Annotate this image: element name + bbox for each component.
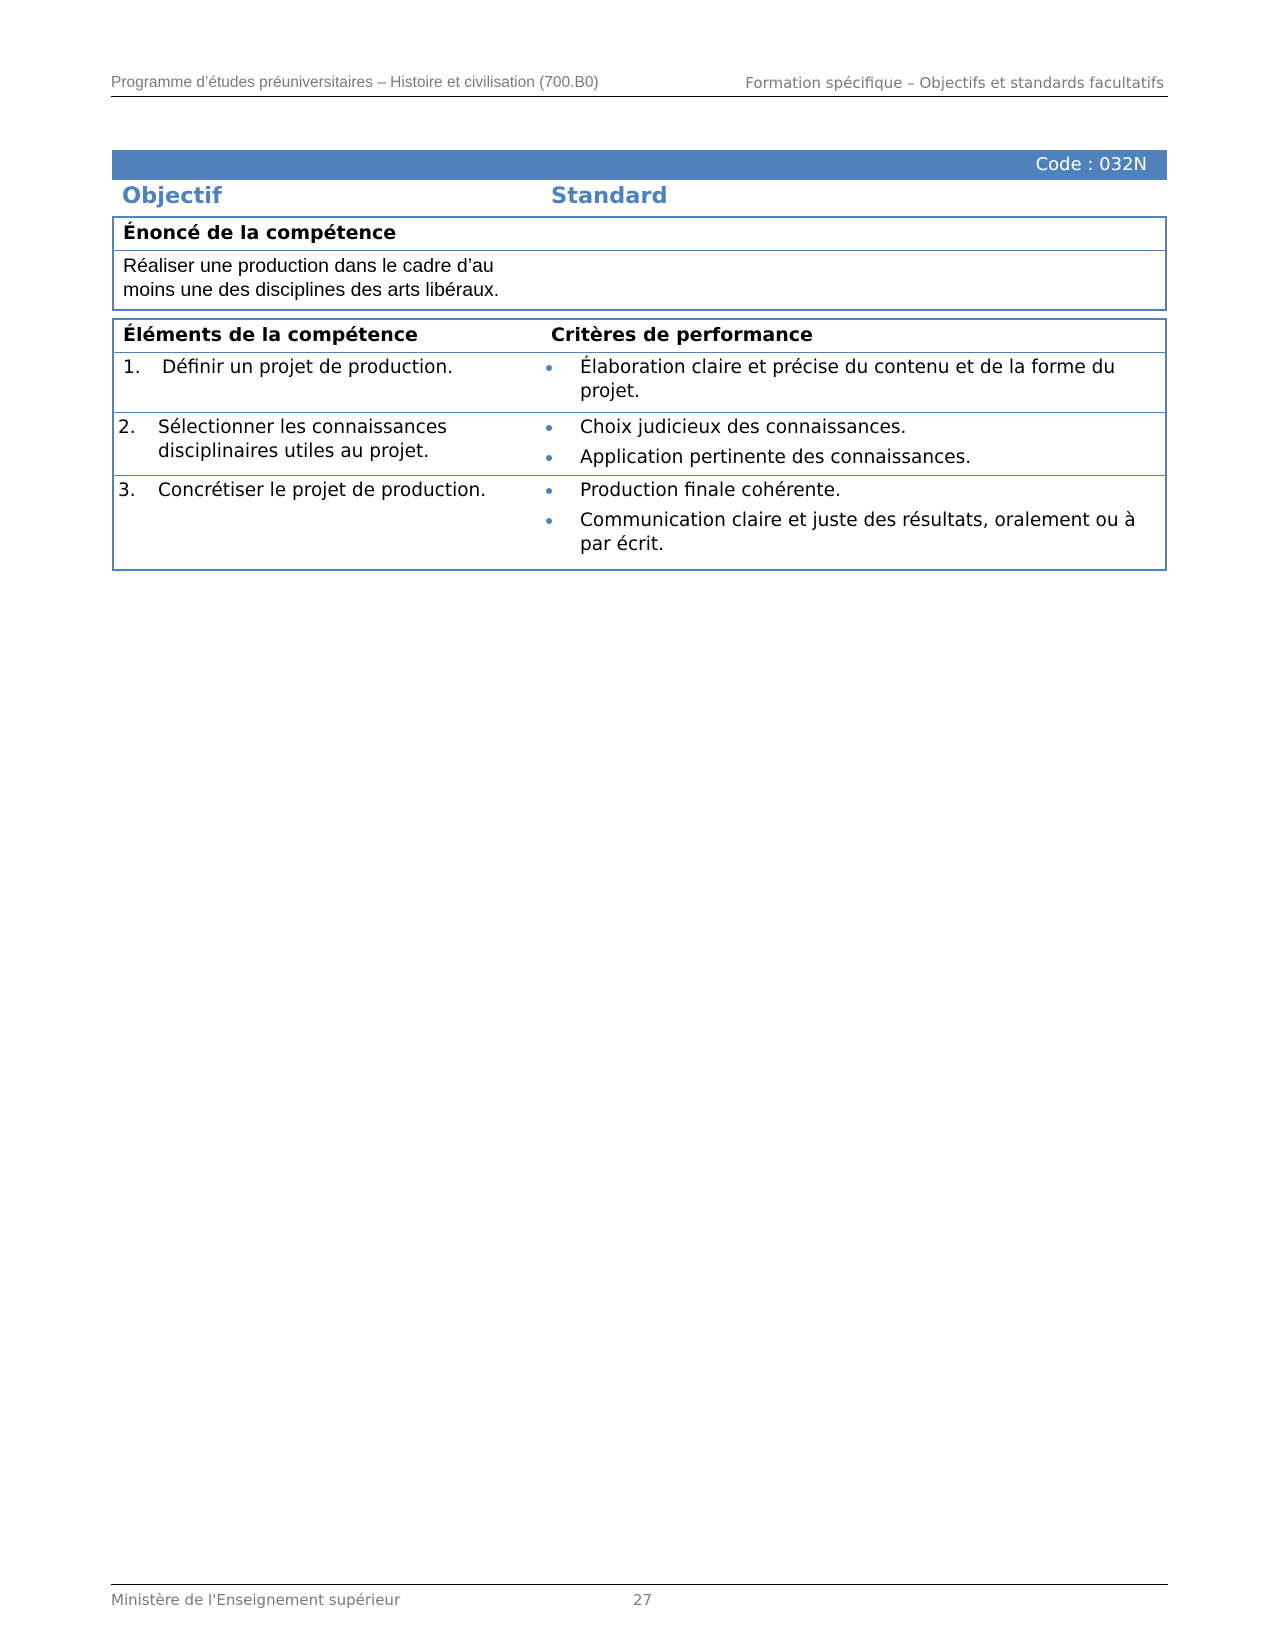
list-item (544, 479, 1154, 503)
criteria-cell (544, 479, 1154, 563)
bullet-icon (546, 488, 552, 494)
bullet-icon (546, 425, 552, 431)
divider (114, 250, 1165, 251)
code-bar (112, 150, 1167, 180)
criterion-text: Choix judicieux des connaissances. (580, 417, 907, 438)
elements-header: Éléments de la compétence (123, 324, 418, 346)
criteria-header: Critères de performance (551, 324, 813, 346)
element-number: 1. (123, 357, 141, 378)
bullet-icon (546, 365, 552, 371)
competency-statement-title: Énoncé de la compétence (123, 222, 397, 244)
divider (114, 412, 1165, 413)
criterion-text: Production finale cohérente. (580, 480, 841, 501)
criteria-cell (544, 356, 1154, 410)
bullet-icon (546, 455, 552, 461)
header-section-title: Formation spécifique – Objectifs et standards facultatifs (745, 74, 1164, 92)
page-header (111, 70, 1168, 97)
standard-heading: Standard (551, 183, 668, 209)
criterion-text: Élaboration claire et précise du contenu et de la forme du projet. (580, 357, 1116, 402)
bullet-icon (546, 518, 552, 524)
element-text: Sélectionner les connaissances disciplinaires utiles au projet. (158, 417, 447, 462)
competency-statement-box (112, 216, 1167, 311)
element-number: 2. (118, 417, 136, 438)
column-headings (112, 183, 1167, 215)
page-footer (111, 1584, 1168, 1609)
criterion-text: Communication claire et juste des résultats, oralement ou à par écrit. (580, 510, 1136, 555)
divider (114, 475, 1165, 476)
objective-heading: Objectif (122, 183, 222, 209)
criteria-cell (544, 416, 1154, 476)
competency-code: Code : 032N (1035, 154, 1147, 175)
element-text: Concrétiser le projet de production. (158, 480, 487, 501)
list-item (544, 356, 1154, 404)
criterion-text: Application pertinente des connaissances. (580, 447, 972, 468)
competency-table (112, 318, 1167, 571)
list-item (544, 416, 1154, 440)
header-program-title: Programme d’études préuniversitaires – Histoire et civilisation (700.B0) (111, 74, 599, 91)
element-text: Définir un projet de production. (162, 357, 454, 378)
footer-ministry: Ministère de l'Enseignement supérieur (111, 1591, 401, 1609)
list-item (544, 446, 1154, 470)
competency-statement-text: Réaliser une production dans le cadre d’au moins une des disciplines des arts libéraux. (123, 255, 500, 301)
list-item (544, 509, 1154, 557)
page-number: 27 (633, 1591, 653, 1609)
element-number: 3. (118, 480, 136, 501)
divider (114, 352, 1165, 353)
